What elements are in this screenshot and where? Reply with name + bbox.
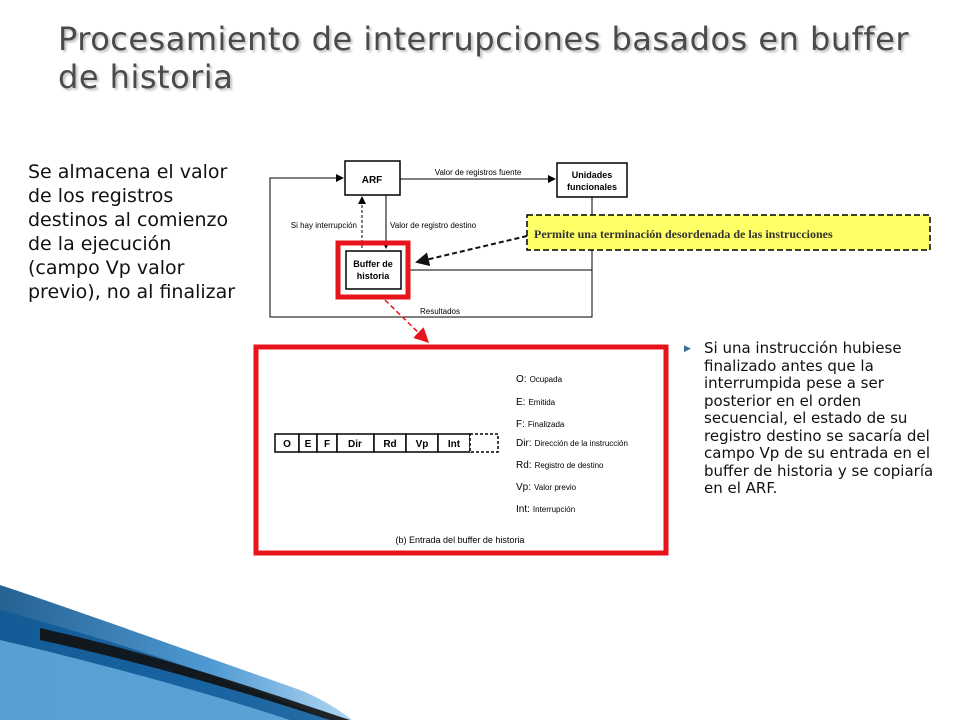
field-cell-trailing [470,434,498,452]
legend-item: Dir: Dirección de la instrucción [516,438,628,449]
field-label: F [323,439,331,450]
field-label: Vp [415,439,429,450]
functional-units-label-1: Unidades [571,170,613,180]
results-label: Resultados [419,307,461,316]
dest-value-label: Valor de registro destino [390,221,477,230]
entry-detail [256,347,666,553]
history-buffer-label-2: historia [356,271,390,281]
note-text: Permite una terminación desordenada de las instrucciones [534,227,833,241]
field-label: E [304,439,312,450]
source-values-label: Valor de registros fuente [434,168,522,177]
legend-item: Int: Interrupción [516,504,576,515]
history-buffer-box [346,251,401,289]
functional-units-label-2: funcionales [566,182,618,192]
triangle-bullet-icon: ▶ [684,344,691,354]
legend-item: E: Emitida [516,397,556,408]
entry-fields-row [275,434,498,452]
legend-item: F: Finalizada [516,419,565,430]
field-label: O [283,439,291,450]
right-bullet-text: Si una instrucción hubiese finalizado antes que la interrumpida pese a ser posterior en el orden secuencial, el estado de su registro destino se sacaría del campo Vp de su entrada en el buffer de historia y se copiaría en el ARF. [704,339,934,497]
legend-item: Vp: Valor previo [516,482,577,493]
field-label: Rd [383,439,397,450]
note-arrow [417,236,527,262]
history-buffer-label-1: Buffer de [353,259,393,269]
entry-caption: (b) Entrada del buffer de historia [395,535,525,545]
field-label: Dir [348,439,362,450]
interrupt-label: Si hay interrupción [290,221,357,230]
legend-item: Rd: Registro de destino [516,460,604,471]
note-callout [417,215,930,262]
legend-item: O: Ocupada [516,374,563,385]
corner-swoosh [0,585,352,720]
field-label: Int [447,439,461,450]
slide-title: Procesamiento de interrupciones basados en buffer de historia [58,20,909,96]
arf-label: ARF [361,175,383,186]
left-text: Se almacena el valor de los registros destinos al comienzo de la ejecución (campo Vp valor previo), no al finalizar [28,161,236,303]
